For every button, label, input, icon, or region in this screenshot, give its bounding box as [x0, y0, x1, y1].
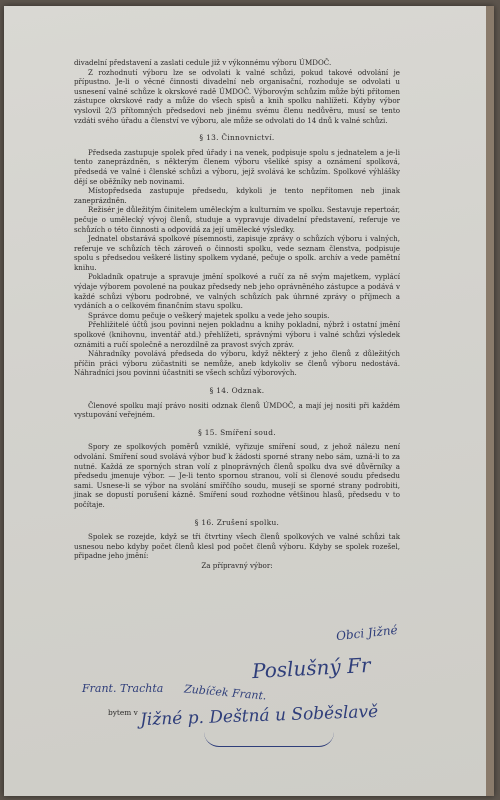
paragraph: Spory ze spolkových poměrů vzniklé, vyřizuje smíření soud, z jehož nálezu není odvolání. Smíření soud svolává výbor buď k žádosti sporné strany nebo sám, uzná-li to za nutné. Každá ze sporných stran volí z plnoprávných členů spolku dva své důvěrníky a předsedu jmenuje výbor. — Je-li tento spornou stranou, volí si členové soudu předsedu sami. Usnese-li se výbor na svolání smířčího soudu, musejí se sporné strany podrobiti, jinak se dopustí porušení kázně. Smíření soud rozhodne většinou hlasů, předsedu v to počítaje.: [74, 442, 400, 509]
section-16-heading: § 16. Zrušení spolku.: [194, 517, 280, 527]
paragraph: Místopředseda zastupuje předsedu, kdykoli je tento nepřítomen neb jinak zaneprázdněn.: [74, 186, 400, 205]
signature-zubicek: Zubíček Frant.: [183, 682, 267, 703]
paragraph: Členové spolku mají právo nositi odznak členů ÚMDOČ, a mají jej nositi při každém vystupování veřejném.: [74, 400, 400, 420]
section-13-heading: § 13. Činnovnictví.: [199, 133, 275, 143]
paragraph: Spolek se rozejde, když se tři čtvrtiny všech členů spolkových ve valné schůzi tak usnesou nebo kdyby počet členů klesl pod počet členů výboru. Kdyby se spolek rozešel, připadne jeho jmění:: [74, 532, 400, 561]
paragraph: divadelní představení a zaslati cedule již v výkonnému výboru ÚMDOČ.: [74, 58, 332, 67]
paragraph: Jednatel obstarává spolkové písemnosti, zapisuje zprávy o schůzích výboru i valných, referuje ve schůzích těch zároveň o činnosti spolku, vede seznam členstva, podpisuje spolu s předsedou veškeré listiny spolkem vydané, pečuje o spolk. archív a vede pamětní knihu.: [74, 234, 400, 272]
paragraph: Správce domu pečuje o veškerý majetek spolku a vede jeho soupis.: [88, 310, 330, 320]
section-14-heading: § 14. Odznak.: [209, 386, 265, 395]
handwritten-residence: Jižné p. Deštná u Soběslavě: [139, 701, 379, 731]
paragraph: Pokladník opatruje a spravuje jmění spolkové a ručí za ně svým majetkem, vyplácí výdaje výborem povolené na poukaz předsedy neb jeho oprávněného zástupce a podává v každé schůzi výboru podrobné, ve valných schůzích pak úhrnné zprávy o příjmech a vydáních a o celkovém finančním stavu spolku.: [74, 272, 400, 311]
paragraph: Z rozhodnutí výboru lze se odvolati k valné schůzi, pokud takové odvolání je přípustno. Je-li o věcné činnosti divadelní neb organisační, rozhoduje se odvolati u usnesení valné schůze k okrskové radě ÚMDOČ. Výborovým schůzím může býti přítomen zástupce okrskové rady a může do všech spisů a knih spolku nahlížeti. Kdyby výbor vyslovil 2/3 přítomných předsedovi neb jinému svému členu nedůvěru, musí se tento vzdáti svého úřadu a členství ve výboru, ale může se odvolati do 14 dnů k valné schůzi.: [74, 67, 400, 125]
paragraph: Režisér je důležitým činitelem uměleckým a kulturním ve spolku. Sestavuje repertoár, pečuje o umělecký vývoj členů, studuje a vypravuje divadelní představení, referuje ve schůzích o této činnosti a odpovídá za její umělecké výsledky.: [74, 205, 400, 234]
page-edge-strip: [486, 6, 494, 796]
signature-poslusny: Poslušný Fr: [251, 652, 372, 684]
document-page: [4, 6, 494, 796]
statute-text: [74, 58, 400, 571]
signature-trachta: Frant. Trachta: [82, 682, 164, 695]
paragraph: Předseda zastupuje spolek před úřady i na venek, podpisuje spolu s jednatelem a je-li tento zaneprázdněn, s některým členem výboru všeliké spisy a oznámení spolková, předsedá ve valné i členské schůzi a výboru, jejž svolává ke schůzím. Spolkové výhlášky dějí se oběžníky neb novinami.: [74, 147, 400, 186]
section-15-heading: § 15. Smíření soud.: [198, 427, 276, 437]
handwritten-recipient: Obci Jižné: [335, 622, 399, 644]
committee-label: Za přípravný výbor:: [201, 560, 273, 570]
paragraph: Náhradníky povolává předseda do výboru, když některý z jeho členů z důležitých příčin práci výboru zúčastniti se nemůže, aneb kdykoliv se členů výboru nedostává. Náhradníci jsou povinni účastniti se všech schůzí výborových.: [74, 349, 400, 378]
paragraph: Přehližitelé účtů jsou povinni nejen pokladnu a knihy pokladní, nýbrž i ostatní jmění spolkové (knihovnu, inventář atd.) přehlížeti, správnými výboru i valné schůzi výsledek oznámiti a ručí společně a nerozdílně za pravost svých zpráv.: [74, 320, 400, 349]
pen-flourish: [204, 732, 334, 747]
residence-label: bytem v: [108, 708, 138, 717]
